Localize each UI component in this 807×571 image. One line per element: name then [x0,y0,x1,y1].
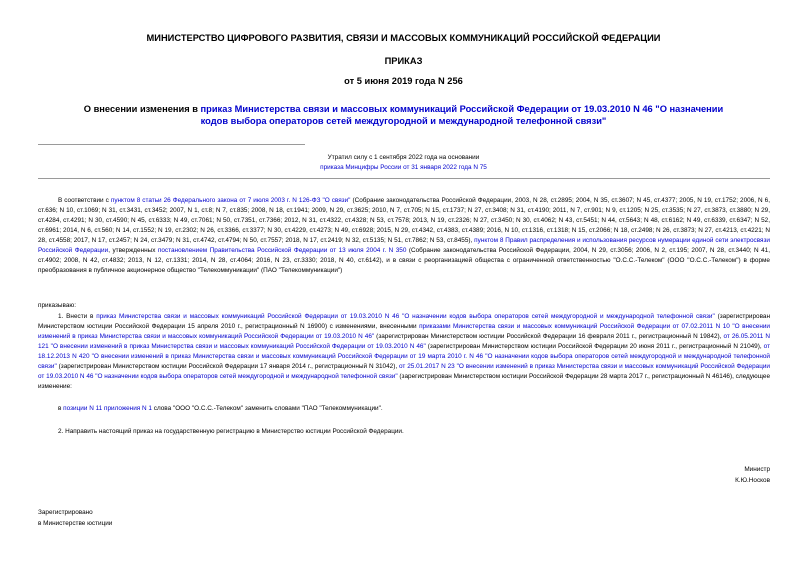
preamble-text: , утвержденных [108,247,158,254]
item-1 [38,312,770,392]
item-2: 2. Направить настоящий приказ на государственную регистрацию в Министерство юстиции Российской Федерации. [58,428,404,435]
ministry-heading: МИНИСТЕРСТВО ЦИФРОВОГО РАЗВИТИЯ, СВЯЗИ И МАССОВЫХ КОММУНИКАЦИЙ РОССИЙСКОЙ ФЕДЕРАЦИИ [146,33,661,43]
resolution-link[interactable]: постановлением Правительства Российской Федерации от 13 июля 2004 г. N 350 [157,247,407,254]
order-link[interactable]: приказ Министерства связи и массовых коммуникаций Российской Федерации от 19.03.2010 N 46 "О назначении кодов выбора операторов сетей междугородной и международной телефонной связи" [96,313,715,320]
document-type: ПРИКАЗ [384,56,423,66]
item-1-text: (зарегистрирован Министерством юстиции Российской Федерации 17 января 2014 г., регистрационный N 31042), [56,363,400,370]
document-title [70,103,737,127]
item-1-text: (зарегистрирован Министерством юстиции Российской Федерации 28 марта 2017 г., регистрационный N 46146), следующее изменение: [38,373,770,390]
amendment-link[interactable]: от 25.01.2017 N 23 "О внесении изменений в приказ Министерства связи и массовых коммуникаций Российской Федерации от 19.03.2010 N 46 "О назначении кодов выбора операторов сетей междугородной и международной телефонной связи" [38,363,770,380]
amendment-link[interactable]: от 18.12.2013 N 420 "О внесении изменений в приказ Министерства связи и массовых коммуникаций Российской Федерации от 19 марта 2010 г. N 46 "О назначении кодов выбора операторов сетей междугородной и международной телефонной связи" [38,343,770,370]
signatory-position: Министр [744,466,770,473]
item-1-text: (зарегистрирован Министерством юстиции Российской Федерации 20 июня 2011 г., регистрационный N 21049), [425,343,764,350]
divider-short [38,144,305,145]
position-link[interactable]: позиции N 11 приложения N 1 [63,405,152,412]
amendment-link[interactable]: от 26.05.2011 N 121 "О внесении изменений в приказ Министерства связи и массовых коммуникаций Российской Федерации от 19.03.2010 N 46" [38,333,770,350]
item-1-sub-text: слова "ООО "О.С.С.-Телеком" заменить словами "ПАО "Телекоммуникации". [151,405,383,412]
preamble-text: (Собрание законодательства Российской Федерации, 2004, N 29, ст.3056; 2006, N 2, ст.195; 2007, N 28, ст.3440; N 41, ст.4902; 2008, N 42, ст.4832; 2013, N 12, ст.1331; 2014, N 28, ст.4064; 2016, N 23, ст.3330; 2018, N 40, ст.6142), и в связи с реорганизацией общества с ограниченной ответственностью "О.С.С.-Телеком" (ООО "О.С.С.-Телеком") в форме преобразования в публичное акционерное общество "Телекоммуникации" (ПАО "Телекоммуникации") [38,247,770,274]
item-1-sub [38,404,770,414]
order-word: приказываю: [38,302,76,309]
status-link[interactable]: приказа Минцифры России от 31 января 2022 года N 75 [320,164,487,171]
registration-line-2: в Министерстве юстиции [38,520,113,527]
item-1-text: (зарегистрирован Министерством юстиции Российской Федерации 16 февраля 2011 г., регистрационный N 19842), [374,333,724,340]
title-prefix: О внесении изменения в [83,104,201,114]
signatory-name: К.Ю.Носков [735,477,770,484]
status-note: Утратил силу с 1 сентября 2022 года на основании [327,154,480,161]
divider-full [38,178,770,179]
document-date-number: от 5 июня 2019 года N 256 [344,76,463,86]
amendment-link[interactable]: приказами Министерства связи и массовых коммуникаций Российской Федерации от 07.02.2011 N 10 "О внесении изменений в приказ Министерства связи и массовых коммуникаций Российской Федерации от 19.03.2010 N 46" [38,323,771,340]
rules-link[interactable]: пунктом 8 Правил распределения и использования ресурсов нумерации единой сети электросвязи Российской Федерации [38,237,770,254]
preamble-text: В соответствии с [58,197,111,204]
law-link[interactable]: пунктом 8 статьи 26 Федерального закона от 7 июля 2003 г. N 126-ФЗ "О связи" [110,197,351,204]
item-1-sub-text: в [58,405,64,412]
title-link[interactable]: приказ Министерства связи и массовых коммуникаций Российской Федерации от 19.03.2010 N 46 "О назначении кодов выбора операторов сетей междугородной и международной телефонной связи" [200,104,724,126]
item-1-text: 1. Внести в [58,313,97,320]
preamble-text: (Собрание законодательства Российской Федерации, 2003, N 28, ст.2895; 2004, N 35, ст.3607; N 45, ст.4377; 2005, N 19, ст.1752; 2006, N 6, ст.636; N 10, ст.1069; N 31, ст.3431, ст.3452; 2007, N 1, ст.8; N 7, ст.835; 2008, N 18, ст.1941; 2009, N 29, ст.3625; 2010, N 7, ст.705; N 15, ст.1737; N 27, ст.3408; N 31, ст.4190; 2011, N 7, ст.901; N 9, ст.1205; N 25, ст.3535; N 27, ст.3873, ст.3880; N 29, ст.4284, ст.4291; N 30, ст.4590; N 45, ст.6333; N 49, ст.7061; N 50, ст.7351, ст.7366; 2012, N 31, ст.4322, ст.4328; N 53, ст.7578; 2013, N 19, ст.2326; N 27, ст.3450; N 30, ст.4062; N 43, ст.5451; N 44, ст.5643; N 48, ст.6162; N 49, ст.6339, ст.6347; N 52, ст.6961; 2014, N 6, ст.560; N 14, ст.1552; N 19, ст.2302; N 26, ст.3366, ст.3377; N 30, ст.4229, ст.4273; N 49, ст.6928; 2015, N 29, ст.4342, ст.4383, ст.4389; 2016, N 10, ст.1316, ст.1318; N 15, ст.2066; N 18, ст.2498; N 26, ст.3873; N 27, ст.4213, ст.4221; N 28, ст.4558; 2017, N 17, ст.2457; N 24, ст.3479; N 31, ст.4742, ст.4794; N 50, ст.7557; 2018, N 17, ст.2419; N 32, ст.5135; N 51, ст.7862; N 53, ст.8455), [38,197,770,244]
registration-line-1: Зарегистрировано [38,509,93,516]
preamble-paragraph [38,196,770,276]
item-1-text: (зарегистрирован Министерством юстиции Российской Федерации 15 апреля 2010 г., регистрационный N 16900) с изменениями, внесенными [38,313,770,330]
